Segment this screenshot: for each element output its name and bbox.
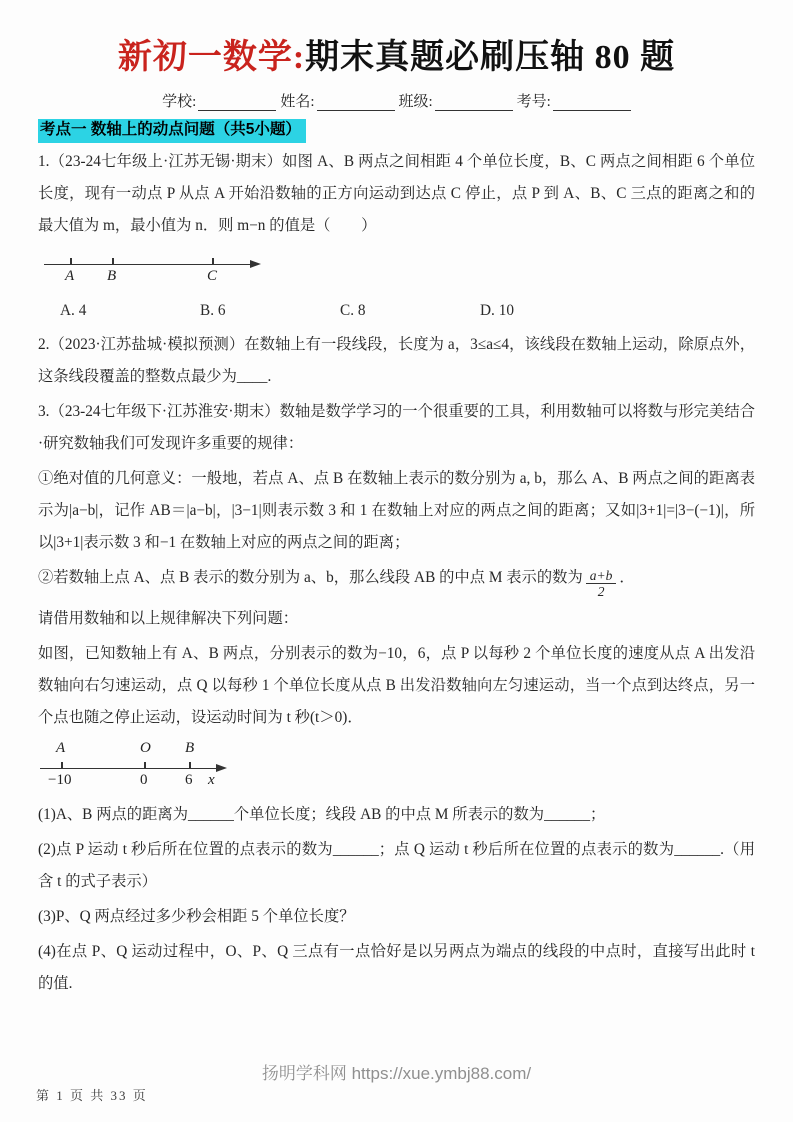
- point-a-label: A: [56, 739, 66, 756]
- tick-b: [112, 258, 114, 265]
- question-3-setup: 如图，已知数轴上有 A、B 两点，分别表示的数为−10，6，点 P 以每秒 2 个单位长度的速度从点 A 出发沿数轴向右匀速运动，点 Q 以每秒 1 个单位长度从点 B 出发沿数轴向左匀速运动，当一个点到达终点，另一个点也随之停止运动，设运动时间为 t 秒(t＞0)．: [38, 644, 755, 726]
- question-3-sub3: (3)P、Q 两点经过多少秒会相距 5 个单位长度？: [38, 907, 355, 925]
- page-title: [38, 36, 755, 80]
- question-3-intro: 3.（23-24七年级下·江苏淮安·期末）数轴是数学学习的一个很重要的工具，利用数轴可以将数与形完美结合·研究数轴我们可发现许多重要的规律：: [38, 403, 755, 453]
- value-6-label: 6: [185, 771, 193, 788]
- school-blank: [198, 95, 276, 111]
- axis-line: [44, 264, 256, 265]
- question-3-sub4: (4)在点 P、Q 运动过程中，O、P、Q 三点有一点恰好是以另两点为端点的线段的中点时，直接写出此时 t 的值.: [38, 942, 755, 992]
- fraction-numerator: a+b: [586, 568, 617, 585]
- axis-arrow-icon: [216, 764, 227, 772]
- question-3-rule2: [38, 562, 755, 600]
- rule2-text-pre: ②若数轴上点 A、点 B 表示的数分别为 a、b，那么线段 AB 的中点 M 表示的数为: [38, 569, 583, 587]
- section-heading: 考点一 数轴上的动点问题（共5小题）: [38, 119, 306, 143]
- x-axis-label: x: [208, 771, 215, 788]
- midpoint-fraction: [586, 568, 617, 600]
- school-field: [162, 90, 276, 111]
- name-label: 姓名:: [280, 94, 315, 111]
- axis-line: [40, 768, 222, 769]
- footer-watermark: 扬明学科网 https://xue.ymbj88.com/: [261, 1064, 532, 1083]
- axis-arrow-icon: [250, 260, 261, 268]
- question-3-rule1: ①绝对值的几何意义：一般地，若点 A、点 B 在数轴上表示的数分别为 a, b，那么 A、B 两点之间的距离表示为|a−b|，记作 AB＝|a−b|，|3−1|则表示数 3 和 1 在数轴上对应的两点之间的距离；又如|3+1|=|3−(−1)|，所以|3+1|表示数 3 和−1 在数轴上对应的两点之间的距离；: [38, 470, 755, 552]
- class-blank: [435, 95, 513, 111]
- point-o-label: O: [140, 739, 151, 756]
- option-c: C. 8: [340, 302, 366, 320]
- tick-c: [212, 258, 214, 265]
- name-blank: [317, 95, 395, 111]
- option-a: A. 4: [60, 302, 87, 320]
- question-1-text: 1.（23-24七年级上·江苏无锡·期末）如图 A、B 两点之间相距 4 个单位长度，B、C 两点之间相距 6 个单位长度，现有一动点 P 从点 A 开始沿数轴的正方向运动到达点 C 停止，点 P 到 A、B、C 三点的距离之和的最大值为 m，最小值为 n．则 m−n 的值是（ ）: [38, 153, 755, 235]
- question-1-options: [38, 296, 755, 326]
- rule2-text-post: ．: [619, 569, 635, 587]
- option-b: B. 6: [200, 302, 226, 320]
- tick-o: [144, 762, 146, 769]
- section-heading-row: [38, 111, 755, 143]
- student-info-line: [38, 90, 755, 111]
- question-3-sub1: (1)A、B 两点的距离为______个单位长度；线段 AB 的中点 M 所表示的数为______；: [38, 805, 606, 823]
- school-label: 学校:: [162, 94, 197, 111]
- name-field: [280, 90, 394, 111]
- point-a-label: A: [65, 268, 75, 285]
- class-field: [399, 90, 513, 111]
- tick-a: [61, 762, 63, 769]
- class-label: 班级:: [398, 94, 433, 111]
- question-2-text: 2.（2023·江苏盐城·模拟预测）在数轴上有一段线段，长度为 a，3≤a≤4，该线段在数轴上运动，除原点外，这条线段覆盖的整数点最少为____.: [38, 336, 755, 386]
- question-3-sub2: (2)点 P 运动 t 秒后所在位置的点表示的数为______；点 Q 运动 t 秒后所在位置的点表示的数为______.（用含 t 的式子表示）: [38, 840, 755, 890]
- point-b-label: B: [107, 268, 117, 285]
- fraction-denominator: 2: [597, 584, 605, 600]
- value-minus10-label: −10: [48, 771, 72, 788]
- exam-no-label: 考号:: [516, 94, 551, 111]
- point-b-label: B: [185, 739, 195, 756]
- exam-no-blank: [553, 95, 631, 111]
- exam-no-field: [517, 90, 631, 111]
- title-black-part: 期末真题必刷压轴 80 题: [305, 39, 676, 76]
- tick-b: [189, 762, 191, 769]
- value-0-label: 0: [140, 771, 148, 788]
- question-3-bridge: 请借用数轴和以上规律解决下列问题：: [38, 609, 299, 627]
- number-line-figure-1: [40, 250, 280, 294]
- number-line-figure-2: [40, 740, 280, 796]
- option-d: D. 10: [480, 302, 514, 320]
- title-red-part: 新初一数学:: [117, 39, 306, 76]
- point-c-label: C: [207, 268, 218, 285]
- tick-a: [70, 258, 72, 265]
- page-number: 第 1 页 共 33 页: [36, 1088, 148, 1103]
